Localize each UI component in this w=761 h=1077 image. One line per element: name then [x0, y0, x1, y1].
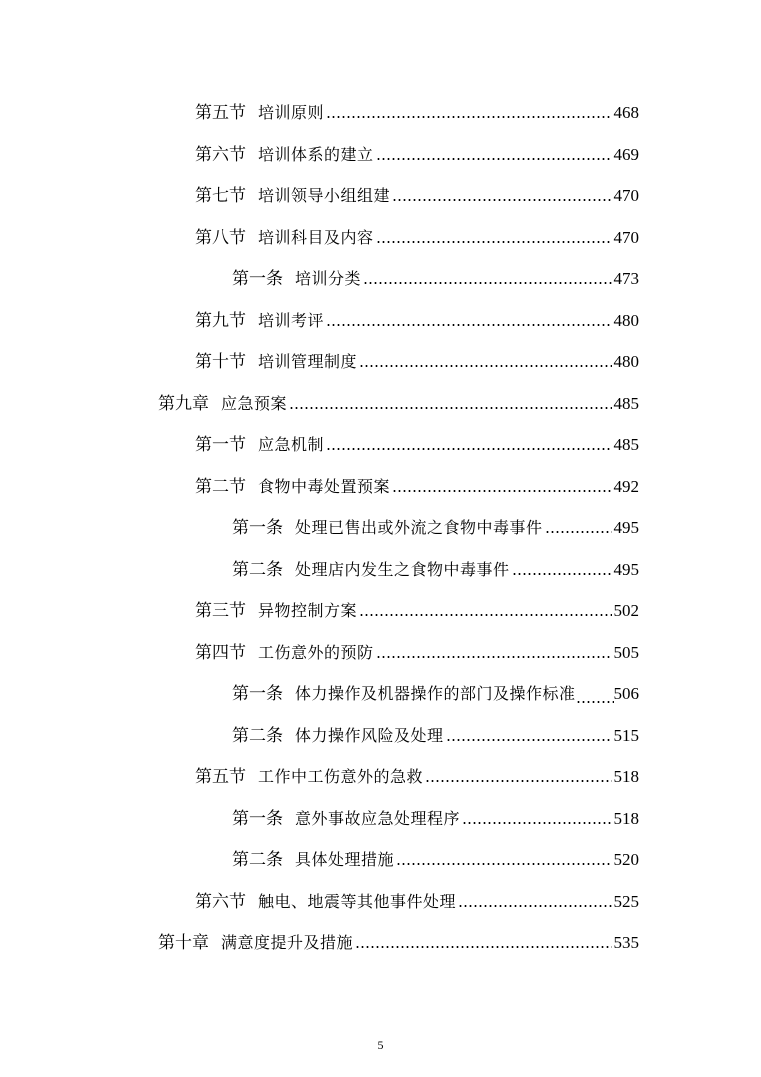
toc-entry-title: 培训领导小组组建 [258, 186, 391, 205]
toc-entry-title: 应急预案 [221, 394, 288, 413]
toc-entry-number: 第二节 [195, 477, 246, 497]
dot-leader [289, 405, 611, 411]
dot-leader [376, 156, 612, 162]
toc-entry[interactable] [232, 551, 639, 581]
dot-leader [576, 699, 614, 705]
toc-entry-title: 培训管理制度 [258, 352, 358, 371]
toc-entry[interactable] [232, 509, 639, 539]
dot-leader [326, 114, 611, 120]
toc-entry[interactable] [158, 924, 639, 954]
toc-entry-title: 体力操作风险及处理 [295, 726, 444, 745]
dot-leader [376, 239, 612, 245]
toc-entry-page: 515 [613, 726, 639, 745]
toc-entry-title: 培训科目及内容 [258, 228, 374, 247]
toc-entry-title: 处理已售出或外流之食物中毒事件 [295, 518, 543, 537]
dot-leader [376, 654, 612, 660]
toc-entry-number: 第一条 [232, 518, 283, 538]
page-number: 5 [377, 1038, 384, 1052]
toc-entry[interactable] [232, 841, 639, 871]
toc-entry-title: 满意度提升及措施 [221, 933, 354, 952]
dot-leader [359, 363, 611, 369]
dot-leader [326, 322, 611, 328]
toc-entry-number: 第九章 [158, 394, 209, 414]
toc-entry-page: 520 [613, 850, 639, 869]
toc-entry-number: 第十节 [195, 352, 246, 372]
dot-leader [425, 778, 611, 784]
dot-leader [512, 571, 612, 577]
toc-entry-number: 第八节 [195, 228, 246, 248]
toc-entry-title: 培训体系的建立 [258, 145, 374, 164]
dot-leader [392, 488, 611, 494]
toc-entry-title: 触电、地震等其他事件处理 [258, 892, 457, 911]
toc-entry[interactable] [195, 219, 639, 249]
toc-entry[interactable] [195, 136, 639, 166]
toc-entry-number: 第一条 [232, 684, 283, 704]
toc-entry-page: 470 [613, 186, 639, 205]
toc-entry-page: 505 [613, 643, 639, 662]
toc-entry[interactable] [195, 468, 639, 498]
dot-leader [355, 944, 611, 950]
toc-entry-page: 480 [613, 311, 639, 330]
toc-entry-page: 518 [613, 767, 639, 786]
toc-entry-page: 470 [613, 228, 639, 247]
toc-entry-title: 体力操作及机器操作的部门及操作标准 [295, 684, 576, 703]
dot-leader [446, 737, 612, 743]
toc-entry-number: 第六节 [195, 892, 246, 912]
dot-leader [363, 280, 611, 286]
toc-entry-number: 第十章 [158, 933, 209, 953]
toc-entry-page: 495 [613, 560, 639, 579]
toc-entry-title: 培训分类 [295, 269, 362, 288]
toc-entry-title: 意外事故应急处理程序 [295, 809, 461, 828]
dot-leader [462, 820, 611, 826]
toc-entry-number: 第四节 [195, 643, 246, 663]
toc-entry-page: 485 [613, 394, 639, 413]
toc-entry[interactable] [195, 758, 639, 788]
toc-entry-page: 535 [613, 933, 639, 952]
toc-entry-page: 492 [613, 477, 639, 496]
dot-leader [392, 197, 611, 203]
toc-entry-page: 502 [613, 601, 639, 620]
toc-entry-number: 第三节 [195, 601, 246, 621]
toc-entry-title: 应急机制 [258, 435, 325, 454]
dot-leader [326, 446, 611, 452]
toc-entry[interactable] [232, 675, 639, 705]
toc-entry[interactable] [195, 302, 639, 332]
toc-entry[interactable] [195, 634, 639, 664]
dot-leader [458, 903, 611, 909]
dot-leader [545, 529, 612, 535]
toc-entry[interactable] [232, 717, 639, 747]
toc-entry[interactable] [232, 800, 639, 830]
toc-entry-number: 第七节 [195, 186, 246, 206]
toc-entry-page: 518 [613, 809, 639, 828]
toc-entry[interactable] [195, 592, 639, 622]
toc-entry-page: 495 [613, 518, 639, 537]
toc-entry-page: 473 [613, 269, 639, 288]
dot-leader [396, 861, 611, 867]
toc-entry-page: 480 [613, 352, 639, 371]
toc-entry-title: 工作中工伤意外的急救 [258, 767, 424, 786]
toc-entry-number: 第二条 [232, 850, 283, 870]
toc-entry[interactable] [195, 177, 639, 207]
toc-entry-number: 第二条 [232, 726, 283, 746]
toc-entry-number: 第五节 [195, 767, 246, 787]
toc-entry-number: 第五节 [195, 103, 246, 123]
toc-entry-title: 异物控制方案 [258, 601, 358, 620]
toc-entry[interactable] [195, 94, 639, 124]
toc-entry-title: 具体处理措施 [295, 850, 395, 869]
toc-entry-number: 第一节 [195, 435, 246, 455]
toc-entry-page: 506 [613, 684, 639, 703]
dot-leader [359, 612, 611, 618]
toc-entry-title: 食物中毒处置预案 [258, 477, 391, 496]
toc-entry[interactable] [232, 260, 639, 290]
toc-entry-page: 469 [613, 145, 639, 164]
toc-entry-title: 工伤意外的预防 [258, 643, 374, 662]
toc-entry[interactable] [195, 883, 639, 913]
toc-entry[interactable] [158, 385, 639, 415]
toc-entry[interactable] [195, 426, 639, 456]
toc-entry-page: 525 [613, 892, 639, 911]
toc-entry-number: 第六节 [195, 145, 246, 165]
toc-entry-page: 468 [613, 103, 639, 122]
toc-entry-title: 处理店内发生之食物中毒事件 [295, 560, 510, 579]
toc-entry-number: 第二条 [232, 560, 283, 580]
toc-entry-title: 培训原则 [258, 103, 325, 122]
toc-entry-page: 485 [613, 435, 639, 454]
toc-entry-number: 第一条 [232, 809, 283, 829]
toc-entry[interactable] [195, 343, 639, 373]
toc-entry-number: 第九节 [195, 311, 246, 331]
toc-entry-title: 培训考评 [258, 311, 325, 330]
toc-entry-number: 第一条 [232, 269, 283, 289]
